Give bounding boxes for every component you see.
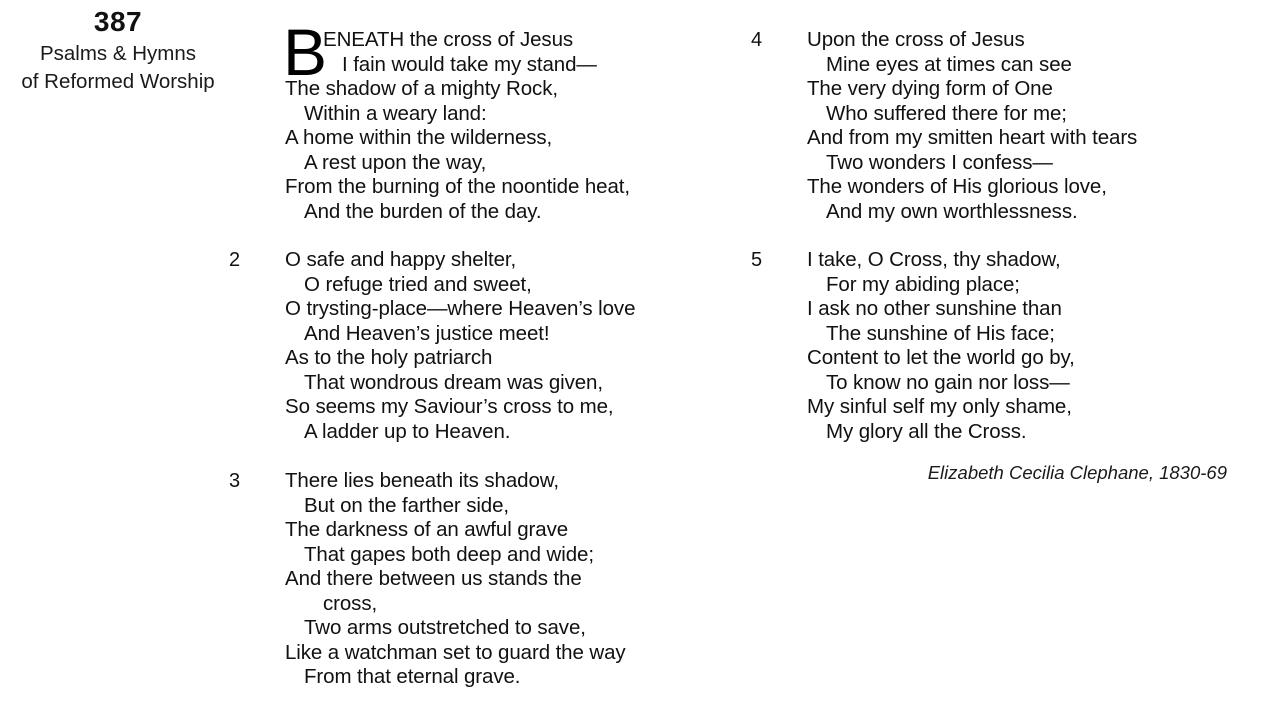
- verse-line: That wondrous dream was given,: [304, 370, 603, 394]
- verse-line: I fain would take my stand—: [342, 52, 597, 76]
- verse-line: My glory all the Cross.: [826, 419, 1027, 443]
- verse-number: 4: [751, 29, 763, 51]
- author-attribution: Elizabeth Cecilia Clephane, 1830-69: [927, 462, 1227, 483]
- verse-line: ENEATH the cross of Jesus: [323, 28, 574, 51]
- verse-lines: [807, 28, 1137, 224]
- verse-line: O safe and happy shelter,: [285, 248, 517, 271]
- verse-line: My sinful self my only shame,: [807, 395, 1072, 418]
- verse-line: There lies beneath its shadow,: [285, 469, 559, 492]
- verse-line: From the burning of the noontide heat,: [285, 175, 630, 198]
- verse-line: To know no gain nor loss—: [826, 370, 1070, 394]
- verse-line: The shadow of a mighty Rock,: [285, 77, 558, 100]
- verse-line: I ask no other sunshine than: [807, 297, 1062, 320]
- verse-lines: [285, 469, 626, 690]
- verse-line: But on the farther side,: [304, 493, 510, 517]
- verse-line: The sunshine of His face;: [826, 321, 1055, 345]
- verse-line: Within a weary land:: [304, 101, 487, 125]
- verse-line: For my abiding place;: [826, 272, 1020, 296]
- verse-line: Like a watchman set to guard the way: [285, 640, 626, 664]
- verse-number: 3: [229, 470, 241, 492]
- verse-lines: [807, 248, 1075, 444]
- verse-line: As to the holy patriarch: [285, 346, 493, 369]
- verse-line: Content to let the world go by,: [807, 346, 1075, 369]
- verse-line: O refuge tried and sweet,: [304, 272, 532, 296]
- verse-line: I take, O Cross, thy shadow,: [807, 248, 1061, 271]
- hymn-header: [0, 4, 236, 96]
- verse-line: A rest upon the way,: [304, 150, 487, 174]
- verse-number: 2: [229, 249, 241, 271]
- verse-line: cross,: [323, 591, 378, 615]
- verse-line: Mine eyes at times can see: [826, 52, 1072, 76]
- verse-line: From that eternal grave.: [304, 665, 521, 688]
- verse-line: Two arms outstretched to save,: [304, 616, 586, 639]
- verse-line: The very dying form of One: [807, 77, 1053, 100]
- verse-line: The wonders of His glorious love,: [807, 175, 1107, 198]
- verse-line: A home within the wilderness,: [285, 126, 553, 149]
- verse-line: And there between us stands the: [285, 567, 582, 590]
- verse-line: So seems my Saviour’s cross to me,: [285, 395, 614, 418]
- verse-line: That gapes both deep and wide;: [304, 542, 594, 566]
- verse-line: And Heaven’s justice meet!: [304, 321, 550, 345]
- hymnal-name-line1: Psalms & Hymns: [39, 42, 197, 65]
- verse-number: 5: [751, 249, 763, 271]
- hymnal-name-line2: of Reformed Worship: [21, 70, 215, 93]
- drop-cap: B: [283, 15, 328, 89]
- verse-line: And my own worthlessness.: [826, 199, 1078, 223]
- verse-line: Upon the cross of Jesus: [807, 28, 1025, 51]
- verse-lines: [285, 248, 635, 444]
- verse-lines: [283, 15, 630, 224]
- verse-line: Who suffered there for me;: [826, 101, 1067, 125]
- verse-line: A ladder up to Heaven.: [304, 419, 511, 443]
- verse-line: Two wonders I confess—: [826, 150, 1053, 174]
- verse-line: The darkness of an awful grave: [285, 518, 569, 541]
- hymn-number: 387: [93, 6, 143, 37]
- verse-line: O trysting-place—where Heaven’s love: [285, 297, 636, 320]
- verse-line: And from my smitten heart with tears: [807, 126, 1138, 149]
- verse-line: And the burden of the day.: [304, 199, 542, 223]
